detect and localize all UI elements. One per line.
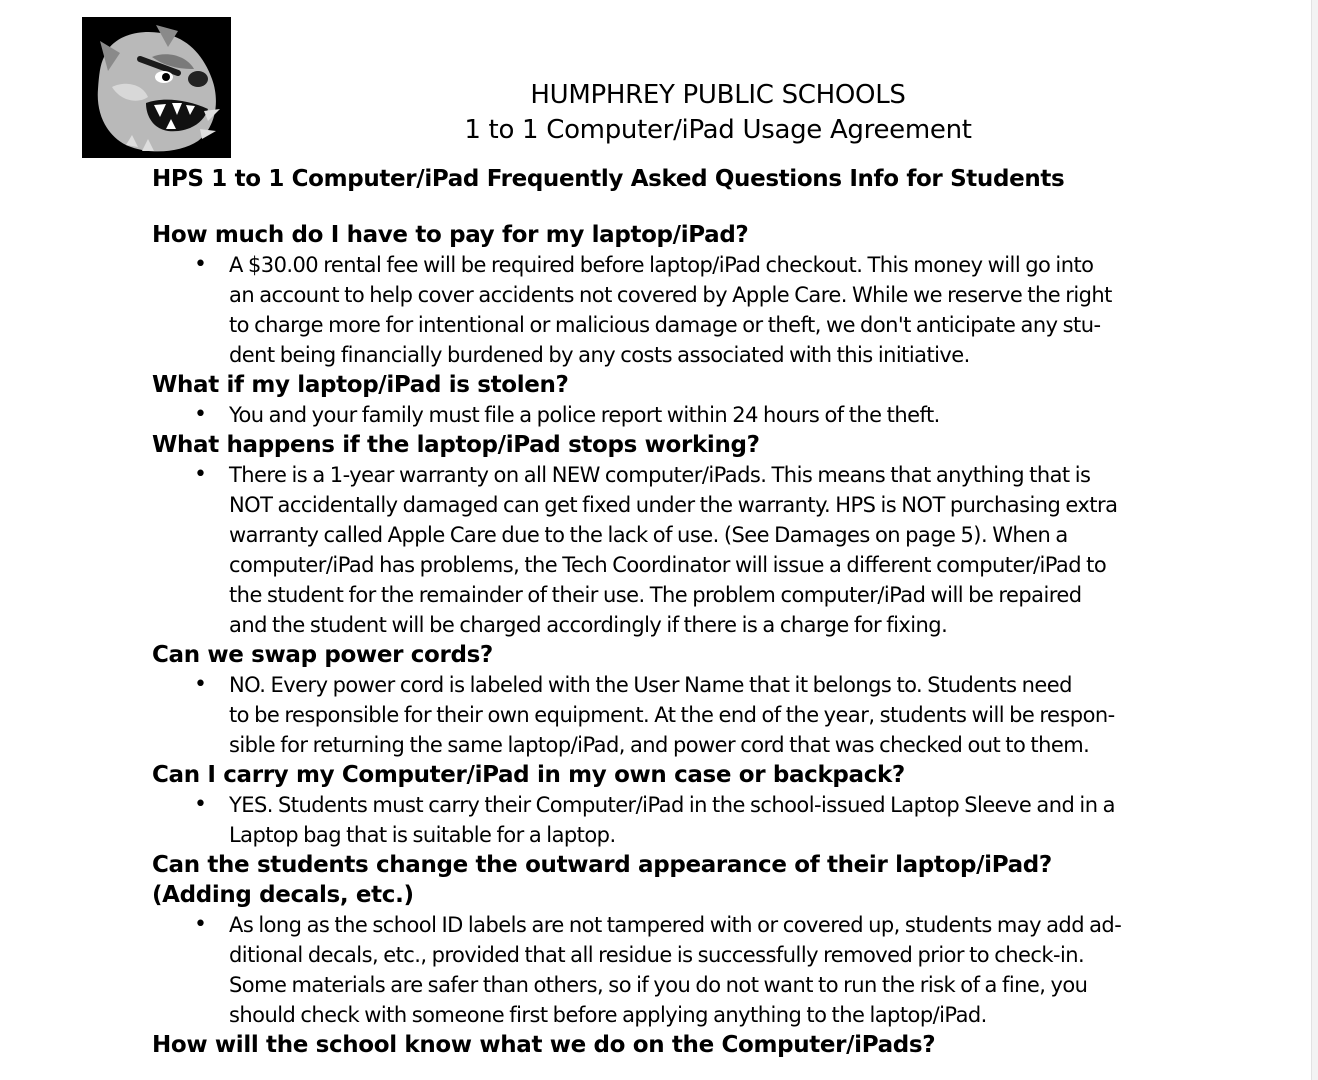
- faq-question: What happens if the laptop/iPad stops working?: [152, 432, 760, 458]
- faq-answer-line: As long as the school ID labels are not tampered with or covered up, students may add ad-: [229, 913, 1122, 937]
- faq-answer-line: There is a 1-year warranty on all NEW computer/iPads. This means that anything that is: [229, 463, 1091, 487]
- faq-question: How will the school know what we do on the Computer/iPads?: [152, 1032, 936, 1058]
- faq-question: Can we swap power cords?: [152, 642, 493, 668]
- bulldog-mascot-icon: [82, 17, 231, 158]
- faq-answer-line: an account to help cover accidents not covered by Apple Care. While we reserve the right: [229, 283, 1112, 307]
- bullet-icon: •: [194, 672, 207, 697]
- faq-answer-line: You and your family must file a police report within 24 hours of the theft.: [229, 403, 940, 427]
- faq-question: What if my laptop/iPad is stolen?: [152, 372, 569, 398]
- document-header: [400, 78, 1036, 148]
- faq-answer-line: warranty called Apple Care due to the lack of use. (See Damages on page 5). When a: [229, 523, 1068, 547]
- faq-answer-line: YES. Students must carry their Computer/iPad in the school-issued Laptop Sleeve and in a: [229, 793, 1115, 817]
- faq-list: [152, 220, 1252, 1060]
- faq-answer: [152, 910, 1194, 1030]
- faq-answer-line: A $30.00 rental fee will be required before laptop/iPad checkout. This money will go into: [229, 253, 1094, 277]
- faq-answer-list: [152, 670, 1252, 760]
- faq-answer-line: ditional decals, etc., provided that all residue is successfully removed prior to check-in.: [229, 943, 1085, 967]
- faq-answer-line: to be responsible for their own equipment. At the end of the year, students will be respon-: [229, 703, 1115, 727]
- faq-answer-line: Laptop bag that is suitable for a laptop.: [229, 823, 616, 847]
- faq-answer-line: sible for returning the same laptop/iPad, and power cord that was checked out to them.: [229, 733, 1090, 757]
- faq-answer-line: computer/iPad has problems, the Tech Coordinator will issue a different computer/iPad to: [229, 553, 1107, 577]
- bullet-icon: •: [194, 912, 207, 937]
- faq-answer: [152, 250, 1194, 370]
- faq-answer-line: to charge more for intentional or malicious damage or theft, we don't anticipate any stu-: [229, 313, 1101, 337]
- faq-heading: HPS 1 to 1 Computer/iPad Frequently Asked Questions Info for Students: [152, 166, 1065, 192]
- faq-answer-line: and the student will be charged accordingly if there is a charge for fixing.: [229, 613, 948, 637]
- faq-answer-line: NO. Every power cord is labeled with the User Name that it belongs to. Students need: [229, 673, 1072, 697]
- faq-answer: [152, 400, 1194, 430]
- page-right-edge: [1311, 0, 1318, 1080]
- faq-answer: [152, 670, 1194, 760]
- faq-section: [152, 163, 1252, 1060]
- faq-answer: [152, 460, 1194, 640]
- faq-answer-list: [152, 460, 1252, 640]
- faq-answer-line: dent being financially burdened by any costs associated with this initiative.: [229, 343, 970, 367]
- school-logo: [82, 17, 231, 158]
- faq-answer-line: the student for the remainder of their use. The problem computer/iPad will be repaired: [229, 583, 1082, 607]
- faq-answer-line: should check with someone first before applying anything to the laptop/iPad.: [229, 1003, 987, 1027]
- faq-question: Can I carry my Computer/iPad in my own case or backpack?: [152, 762, 905, 788]
- bullet-icon: •: [194, 792, 207, 817]
- bullet-icon: •: [194, 252, 207, 277]
- document-title: 1 to 1 Computer/iPad Usage Agreement: [464, 115, 972, 145]
- faq-answer-list: [152, 250, 1252, 370]
- faq-answer-list: [152, 910, 1252, 1030]
- faq-question: How much do I have to pay for my laptop/iPad?: [152, 222, 749, 248]
- faq-answer-list: [152, 400, 1252, 430]
- bullet-icon: •: [194, 402, 207, 427]
- faq-answer-line: NOT accidentally damaged can get fixed under the warranty. HPS is NOT purchasing extra: [229, 493, 1118, 517]
- faq-answer-line: Some materials are safer than others, so if you do not want to run the risk of a fine, you: [229, 973, 1088, 997]
- faq-answer-list: [152, 790, 1252, 850]
- faq-question-continued: (Adding decals, etc.): [152, 882, 414, 908]
- faq-question: Can the students change the outward appearance of their laptop/iPad?: [152, 852, 1052, 878]
- faq-answer: [152, 790, 1194, 850]
- bullet-icon: •: [194, 462, 207, 487]
- school-name: HUMPHREY PUBLIC SCHOOLS: [530, 80, 906, 110]
